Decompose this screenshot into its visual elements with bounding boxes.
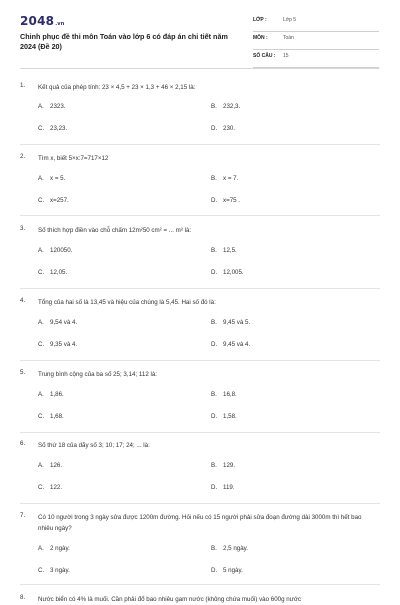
question-text: Có 10 người trong 3 ngày sửa được 1200m đường. Hỏi nếu có 15 người phải sửa đoạn đường dài 3000m thì hết bao nhiêu ngày?: [38, 514, 362, 532]
option-text: 12,5.: [223, 247, 237, 254]
meta-value: Lớp 5: [283, 17, 297, 23]
option-letter: A.: [38, 103, 44, 110]
question-number: 5.: [20, 369, 26, 376]
option-text: 230.: [223, 125, 236, 132]
meta-value: Toán: [283, 35, 294, 41]
option-c[interactable]: [38, 484, 62, 491]
question-divider: [20, 432, 380, 433]
option-letter: D.: [211, 484, 218, 491]
meta-row-count: [253, 50, 379, 68]
option-letter: A.: [38, 319, 44, 326]
logo-text: 2048: [20, 14, 55, 28]
question-text: Trung bình cộng của ba số 25; 3,14; 112 là:: [38, 371, 158, 378]
question-number: 3.: [20, 225, 26, 232]
option-a[interactable]: [38, 103, 65, 110]
option-b[interactable]: [211, 247, 237, 254]
question-divider: [20, 503, 380, 504]
option-text: 1,58.: [223, 413, 237, 420]
option-text: 119.: [223, 484, 235, 491]
option-letter: B.: [211, 319, 217, 326]
option-d[interactable]: [211, 341, 250, 348]
option-d[interactable]: [211, 269, 244, 276]
option-c[interactable]: [38, 269, 67, 276]
option-text: 9,35 và 4.: [50, 341, 78, 348]
question-divider: [20, 584, 380, 585]
option-b[interactable]: [211, 103, 240, 110]
option-letter: A.: [38, 175, 44, 182]
option-letter: A.: [38, 247, 44, 254]
question-text: Kết quả của phép tính: 23 × 4,5 + 23 × 1,3 + 46 × 2,15 là:: [38, 84, 196, 91]
option-letter: A.: [38, 545, 44, 552]
question-divider: [20, 288, 380, 289]
option-letter: C.: [38, 413, 45, 420]
option-text: 2,5 ngày.: [223, 545, 248, 552]
option-letter: C.: [38, 125, 45, 132]
option-text: 2 ngày.: [50, 545, 70, 552]
option-letter: D.: [211, 567, 218, 574]
option-letter: B.: [211, 462, 217, 469]
option-text: 5 ngày.: [223, 567, 243, 574]
option-text: 1,68.: [50, 413, 64, 420]
option-a[interactable]: [38, 462, 62, 469]
question-text: Nước biển có 4% là muối. Cần phải đổ bao nhiêu gam nước (không chứa muối) vào 600g nước: [38, 596, 301, 603]
option-c[interactable]: [38, 567, 70, 574]
option-letter: B.: [211, 175, 217, 182]
header-divider: [20, 68, 380, 69]
option-b[interactable]: [211, 391, 237, 398]
option-letter: B.: [211, 545, 217, 552]
option-letter: A.: [38, 462, 44, 469]
option-text: x=257.: [50, 197, 69, 204]
option-text: 9,45 và 5.: [223, 319, 251, 326]
option-letter: B.: [211, 391, 217, 398]
meta-label: LỚP :: [253, 17, 267, 23]
option-d[interactable]: [211, 413, 237, 420]
option-letter: C.: [38, 269, 45, 276]
question-number: 4.: [20, 297, 26, 304]
option-text: 2323.: [50, 103, 66, 110]
question-number: 1.: [20, 82, 26, 89]
option-letter: C.: [38, 567, 45, 574]
option-a[interactable]: [38, 391, 64, 398]
option-text: 9,45 và 4.: [223, 341, 251, 348]
option-c[interactable]: [38, 125, 67, 132]
option-letter: D.: [211, 197, 218, 204]
option-text: 129.: [223, 462, 236, 469]
option-d[interactable]: [211, 484, 235, 491]
site-logo[interactable]: [20, 14, 65, 28]
option-letter: D.: [211, 413, 218, 420]
option-letter: C.: [38, 484, 45, 491]
option-letter: B.: [211, 103, 217, 110]
question-divider: [20, 144, 380, 145]
question-text: Số thích hợp điền vào chỗ chấm 12m²50 cm² = ... m² là:: [38, 227, 192, 234]
option-text: x = 5.: [50, 175, 66, 182]
question-divider: [20, 360, 380, 361]
meta-row-subject: [253, 32, 379, 50]
option-text: 9,54 và 4.: [50, 319, 78, 326]
option-d[interactable]: [211, 125, 235, 132]
meta-label: MÔN :: [253, 35, 268, 41]
question-number: 2.: [20, 153, 26, 160]
question-number: 7.: [20, 512, 26, 519]
option-text: 1,86.: [50, 391, 64, 398]
option-c[interactable]: [38, 413, 64, 420]
option-text: 126.: [50, 462, 63, 469]
option-letter: C.: [38, 341, 45, 348]
option-text: 3 ngày.: [50, 567, 70, 574]
question-text: Tìm x, biết 5×x:7=717×12: [38, 155, 109, 162]
option-a[interactable]: [38, 319, 77, 326]
option-a[interactable]: [38, 175, 65, 182]
option-text: 122.: [50, 484, 63, 491]
option-letter: D.: [211, 125, 218, 132]
option-text: 23,23.: [50, 125, 68, 132]
meta-label: SỐ CÂU :: [253, 53, 276, 59]
option-text: x=75 .: [223, 197, 241, 204]
question-divider: [20, 215, 380, 216]
option-a[interactable]: [38, 545, 70, 552]
option-c[interactable]: [38, 341, 77, 348]
option-text: 120050.: [50, 247, 73, 254]
option-a[interactable]: [38, 247, 72, 254]
option-letter: B.: [211, 247, 217, 254]
option-b[interactable]: [211, 175, 238, 182]
document-title: Chinh phục đề thi môn Toán vào lớp 6 có đáp án chi tiết năm 2024 (Đề 20): [20, 32, 228, 51]
option-b[interactable]: [211, 462, 235, 469]
option-letter: D.: [211, 341, 218, 348]
question-text: Số thứ 18 của dãy số 3; 10; 17; 24; ... là:: [38, 442, 150, 449]
meta-row-class: [253, 14, 379, 32]
question-number: 6.: [20, 440, 26, 447]
option-d[interactable]: [211, 197, 240, 204]
option-text: 232,3.: [223, 103, 241, 110]
option-letter: A.: [38, 391, 44, 398]
option-text: 12,005.: [223, 269, 244, 276]
option-b[interactable]: [211, 545, 248, 552]
meta-value: 15: [283, 53, 289, 59]
option-c[interactable]: [38, 197, 69, 204]
option-b[interactable]: [211, 319, 250, 326]
option-text: 12,05.: [50, 269, 68, 276]
option-letter: D.: [211, 269, 218, 276]
question-text: Tổng của hai số là 13,45 và hiệu của chúng là 5,45. Hai số đó là:: [38, 299, 216, 306]
exam-meta: [253, 14, 379, 68]
logo-suffix: .vn: [55, 21, 65, 27]
option-d[interactable]: [211, 567, 243, 574]
option-letter: C.: [38, 197, 45, 204]
question-number: 8.: [20, 594, 26, 601]
option-text: x = 7.: [223, 175, 239, 182]
option-text: 16,8.: [223, 391, 237, 398]
